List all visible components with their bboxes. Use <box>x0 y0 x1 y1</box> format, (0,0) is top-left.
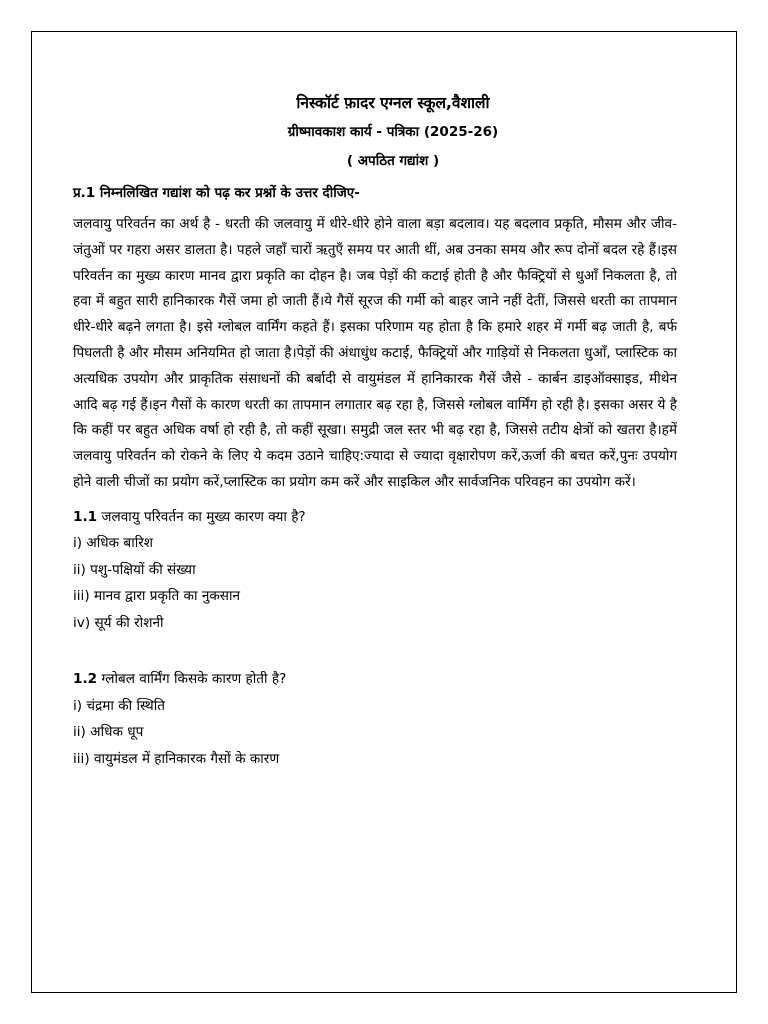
answer-option: iv) सूर्य की रोशनी <box>73 614 164 631</box>
section-title: ( अपठित गद्यांश ) <box>346 153 440 169</box>
answer-option: i) चंद्रमा की स्थिति <box>73 697 165 714</box>
question-block-1-1 <box>73 504 677 637</box>
question-prompt: जलवायु परिवर्तन का मुख्य कारण क्या है? <box>101 508 306 525</box>
passage-paragraph: जलवायु परिवर्तन का अर्थ है - धरती की जलवायु में धीरे-धीरे होने वाला बड़ा बदलाव। यह बदलाव प्रकृति, मौसम और जीव-जंतुओं पर गहरा असर डालता है। पहले जहाँ चारों ऋतुएँ समय पर आती थीं, अब उनका समय और रूप दोनों बदल रहे हैं।इस परिवर्तन का मुख्य कारण मानव द्वारा प्रकृति का दोहन है। जब पेड़ों की कटाई होती है और फैक्ट्रियों से धुआँ निकलता है, तो हवा में बहुत सारी हानिकारक गैसें जमा हो जाती हैं।ये गैसें सूरज की गर्मी को बाहर जाने नहीं देतीं, जिससे धरती का तापमान धीरे-धीरे बढ़ने लगता है। इसे ग्लोबल वार्मिंग कहते हैं। इसका परिणाम यह होता है कि हमारे शहर में गर्मी बढ़ जाती है, बर्फ पिघलती है और मौसम अनियमित हो जाता है।पेड़ों की अंधाधुंध कटाई, फैक्ट्रियों और गाड़ियों से निकलता धुआँ, प्लास्टिक का अत्यधिक उपयोग और प्राकृतिक संसाधनों की बर्बादी से वायुमंडल में हानिकारक गैसें जैसे - कार्बन डाइऑक्साइड, मीथेन आदि बढ़ गई हैं।इन गैसों के कारण धरती का तापमान लगातार बढ़ रहा है, जिससे ग्लोबल वार्मिंग हो रही है। इसका असर ये है कि कहीं पर बहुत अधिक वर्षा हो रही है, तो कहीं सूखा। समुद्री जल स्तर भी बढ़ रहा है, जिससे तटीय क्षेत्रों को खतरा है।हमें जलवायु परिवर्तन को रोकने के लिए ये कदम उठाने चाहिए:ज्यादा से ज्यादा वृक्षारोपण करें,ऊर्जा की बचत करें,पुनः उपयोग होने वाली चीजों का प्रयोग करें,प्लास्टिक का प्रयोग कम करें और साइकिल और सार्वजनिक परिवहन का उपयोग करें। <box>73 216 678 490</box>
question-text <box>73 666 677 693</box>
answer-option: iii) मानव द्वारा प्रकृति का नुकसान <box>73 588 241 605</box>
assignment-title: ग्रीष्मावकाश कार्य - पत्रिका (2025-26) <box>287 124 499 140</box>
school-name: निस्कॉर्ट फ़ादर एग्नल स्कूल,वैशाली <box>296 94 490 112</box>
question-block-1-2 <box>73 666 677 772</box>
answer-option: ii) अधिक धूप <box>73 724 144 741</box>
answer-option: iii) वायुमंडल में हानिकारक गैसों के कारण <box>73 750 280 767</box>
question-number: 1.2 <box>73 671 98 688</box>
question-number: 1.1 <box>73 508 98 525</box>
answer-option: ii) पशु-पक्षियों की संख्या <box>73 561 196 578</box>
question-prompt: ग्लोबल वार्मिंग किसके कारण होती है? <box>101 671 287 688</box>
question-text <box>73 504 677 531</box>
answer-option: i) अधिक बारिश <box>73 535 154 552</box>
worksheet-content <box>73 88 677 772</box>
instruction-heading: प्र.1 निम्नलिखित गद्यांश को पढ़ कर प्रश्नों के उत्तर दीजिए- <box>73 185 360 201</box>
